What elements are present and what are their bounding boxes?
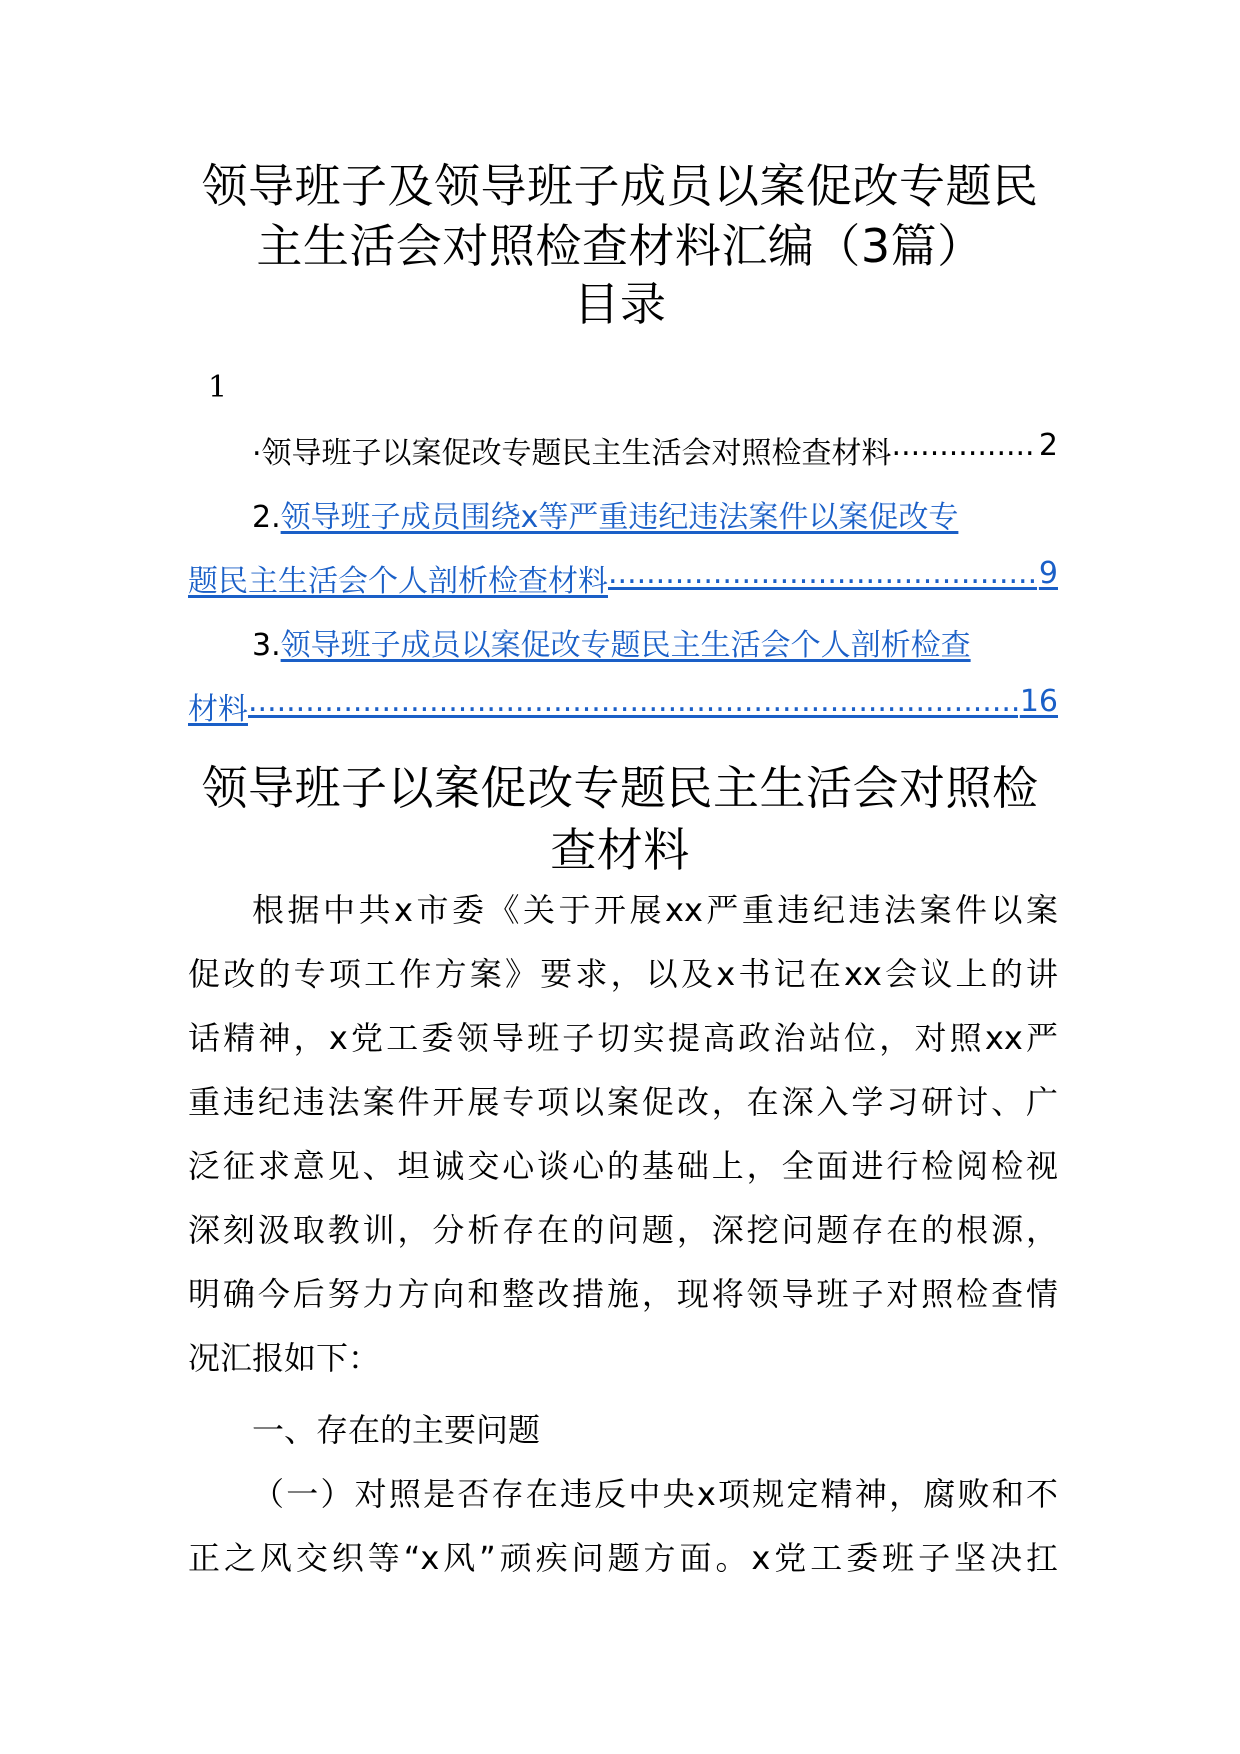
toc-entry-2-line-2[interactable] — [188, 556, 1058, 600]
body-line: （一）对照是否存在违反中央x项规定精神，腐败和不 — [252, 1475, 1058, 1513]
toc-entry-3-line-1[interactable] — [252, 620, 1058, 664]
body-line: 正之风交织等“x风”顽疾问题方面。x党工委班子坚决扛 — [188, 1539, 1058, 1577]
toc-entry-2-prefix: 2. — [252, 500, 281, 535]
toc-leader-dots — [892, 428, 1037, 472]
body-line: 深刻汲取教训，分析存在的问题，深挖问题存在的根源， — [188, 1211, 1058, 1249]
document-title-line-2: 主生活会对照检查材料汇编（3篇） — [256, 219, 984, 273]
toc-entry-3-prefix: 3. — [252, 628, 281, 663]
toc-entry-3-link[interactable]: 领导班子成员以案促改专题民主生活会个人剖析检查 — [280, 628, 971, 663]
section-heading: 一、存在的主要问题 — [252, 1411, 541, 1449]
toc-heading: 目录 — [573, 277, 667, 331]
body-line: 话精神，x党工委领导班子切实提高政治站位，对照xx严 — [188, 1019, 1058, 1057]
toc-entry-1[interactable] — [252, 428, 1058, 472]
body-line: 重违纪违法案件开展专项以案促改，在深入学习研讨、广 — [188, 1083, 1058, 1121]
body-line: 泛征求意见、坦诚交心谈心的基础上，全面进行检阅检视 — [188, 1147, 1058, 1185]
toc-entry-2-line-1[interactable] — [252, 492, 1058, 536]
section-title-line-2: 查材料 — [550, 823, 690, 877]
body-line: 明确今后努力方向和整改措施，现将领导班子对照检查情 — [188, 1275, 1058, 1313]
toc-leader-dots — [248, 684, 1018, 728]
toc-entry-1-prefix: . — [252, 428, 262, 463]
body-line: 根据中共x市委《关于开展xx严重违纪违法案件以案 — [252, 891, 1058, 929]
toc-entry-3-line-2[interactable] — [188, 684, 1058, 728]
toc-number-marker: 1 — [208, 370, 228, 405]
body-line: 况汇报如下： — [188, 1339, 381, 1377]
body-line: 促改的专项工作方案》要求，以及x书记在xx会议上的讲 — [188, 955, 1058, 993]
toc-entry-2-link-cont[interactable]: 题民主生活会个人剖析检查材料 — [188, 564, 608, 599]
toc-entry-2-page[interactable]: 9 — [1038, 556, 1058, 591]
toc-entry-3-link-cont[interactable]: 材料 — [188, 692, 248, 727]
toc-entry-3-page[interactable]: 16 — [1019, 684, 1058, 719]
document-title-line-1: 领导班子及领导班子成员以案促改专题民 — [201, 159, 1039, 213]
section-title-line-1: 领导班子以案促改专题民主生活会对照检 — [201, 761, 1039, 815]
toc-leader-dots — [608, 556, 1037, 600]
toc-entry-1-page: 2 — [1038, 428, 1058, 463]
toc-entry-1-text: 领导班子以案促改专题民主生活会对照检查材料 — [261, 436, 892, 471]
toc-entry-2-link[interactable]: 领导班子成员围绕x等严重违纪违法案件以案促改专 — [280, 500, 959, 535]
